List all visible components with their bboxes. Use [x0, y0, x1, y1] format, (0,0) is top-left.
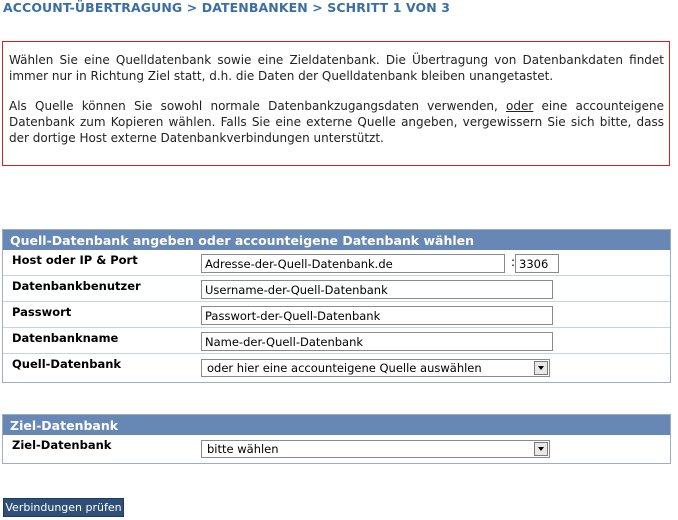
user-label: Datenbankbenutzer [12, 279, 141, 293]
source-select-label: Quell-Datenbank [12, 357, 122, 371]
page-title: ACCOUNT-ÜBERTRAGUNG > DATENBANKEN > SCHRITT 1 VON 3 [3, 0, 451, 15]
port-input[interactable] [515, 254, 559, 273]
password-input[interactable] [201, 306, 553, 325]
source-db-panel-header: Quell-Datenbank angeben oder accounteigene Datenbank wählen [3, 230, 670, 250]
target-db-select-value: bitte wählen [207, 442, 279, 456]
info-paragraph-1: Wählen Sie eine Quelldatenbank sowie eine Zieldatenbank. Die Übertragung von Datenbankdaten findet immer nur in Richtung Ziel statt, d.h. die Daten der Quelldatenbank bleiben unangetastet. [9, 53, 664, 83]
info-box [2, 41, 670, 166]
target-db-panel [2, 414, 671, 464]
source-select-row [3, 354, 670, 382]
info-paragraph-2 [9, 98, 664, 146]
port-separator: : [511, 255, 516, 269]
target-db-panel-header: Ziel-Datenbank [3, 415, 670, 435]
host-input[interactable] [201, 254, 505, 273]
dbname-row [3, 328, 670, 354]
host-label: Host oder IP & Port [12, 253, 138, 267]
source-db-select-value: oder hier eine accounteigene Quelle auswählen [207, 361, 482, 375]
check-connections-button[interactable]: Verbindungen prüfen [3, 498, 124, 517]
host-row [3, 250, 670, 276]
dbname-label: Datenbankname [12, 331, 119, 345]
password-row [3, 302, 670, 328]
target-select-label: Ziel-Datenbank [12, 438, 112, 452]
source-db-select[interactable] [201, 359, 550, 377]
info-paragraph-2-end: eine accounteigene Datenbank zum Kopieren wählen. Falls Sie eine externe Quelle angeben, vergewissern Sie sich bitte, dass der dortige Host externe Datenbankverbindungen unterstützt. [9, 99, 664, 145]
target-select-row [3, 435, 670, 463]
chevron-down-icon[interactable] [534, 361, 548, 375]
user-input[interactable] [201, 280, 553, 299]
password-label: Passwort [12, 305, 72, 319]
target-db-select[interactable] [201, 440, 550, 458]
info-paragraph-2-emphasis: oder [506, 99, 534, 113]
dbname-input[interactable] [201, 332, 553, 351]
source-db-panel [2, 229, 671, 383]
user-row [3, 276, 670, 302]
chevron-down-icon[interactable] [534, 442, 548, 456]
info-paragraph-2-start: Als Quelle können Sie sowohl normale Datenbankzugangsdaten verwenden, [9, 99, 507, 113]
